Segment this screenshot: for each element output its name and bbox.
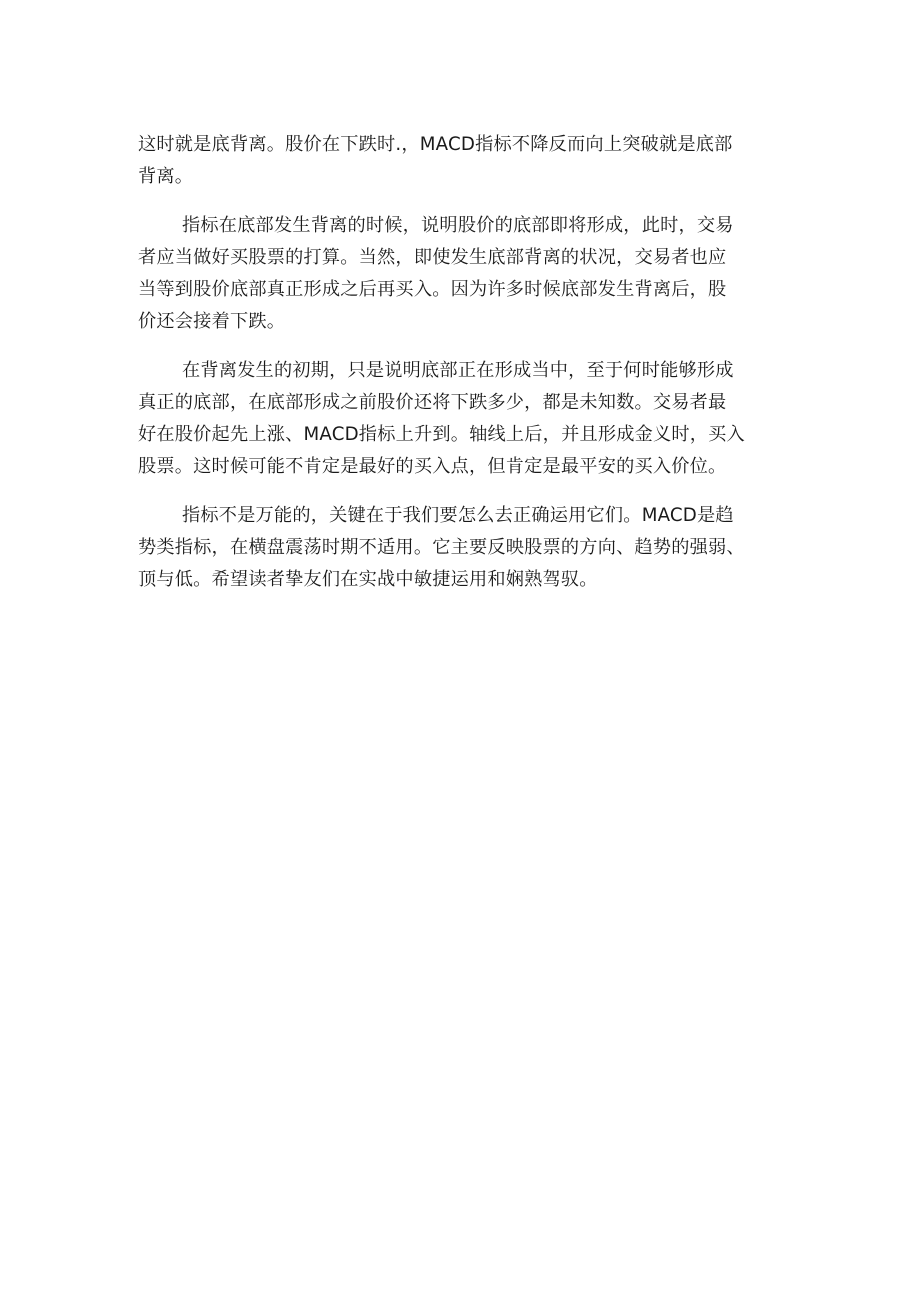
paragraph-line: 者应当做好买股票的打算。当然，即使发生底部背离的状况，交易者也应 [138,247,727,268]
paragraph-4 [138,500,788,596]
paragraph-line: 好在股价起先上涨、MACD指标上升到。轴线上后，并且形成金义时，买入 [138,424,745,445]
paragraph-line: 指标在底部发生背离的时候，说明股价的底部即将形成，此时，交易 [182,215,734,236]
paragraph-line: 这时就是底背离。股价在下跌时.，MACD指标不降反而向上突破就是底部 [138,134,733,155]
paragraph-line: 指标不是万能的，关键在于我们要怎么去正确运用它们。MACD是趋 [182,505,734,526]
paragraph-line: 股票。这时候可能不肯定是最好的买入点，但肯定是最平安的买入价位。 [138,456,727,477]
body-text [138,129,788,596]
paragraph-1 [138,129,788,193]
paragraph-line: 价还会接着下跌。 [138,311,286,332]
paragraph-line: 顶与低。希望读者挚友们在实战中敏捷运用和娴熟驾驭。 [138,569,598,590]
paragraph-2 [138,210,788,338]
paragraph-line: 真正的底部，在底部形成之前股价还将下跌多少，都是未知数。交易者最 [138,392,727,413]
paragraph-line: 背离。 [138,166,194,187]
paragraph-3 [138,355,788,483]
paragraph-line: 在背离发生的初期，只是说明底部正在形成当中，至于何时能够形成 [182,360,734,381]
paragraph-line: 势类指标，在横盘震荡时期不适用。它主要反映股票的方向、趋势的强弱、 [138,537,745,558]
paragraph-line: 当等到股价底部真正形成之后再买入。因为许多时候底部发生背离后，股 [138,279,727,300]
